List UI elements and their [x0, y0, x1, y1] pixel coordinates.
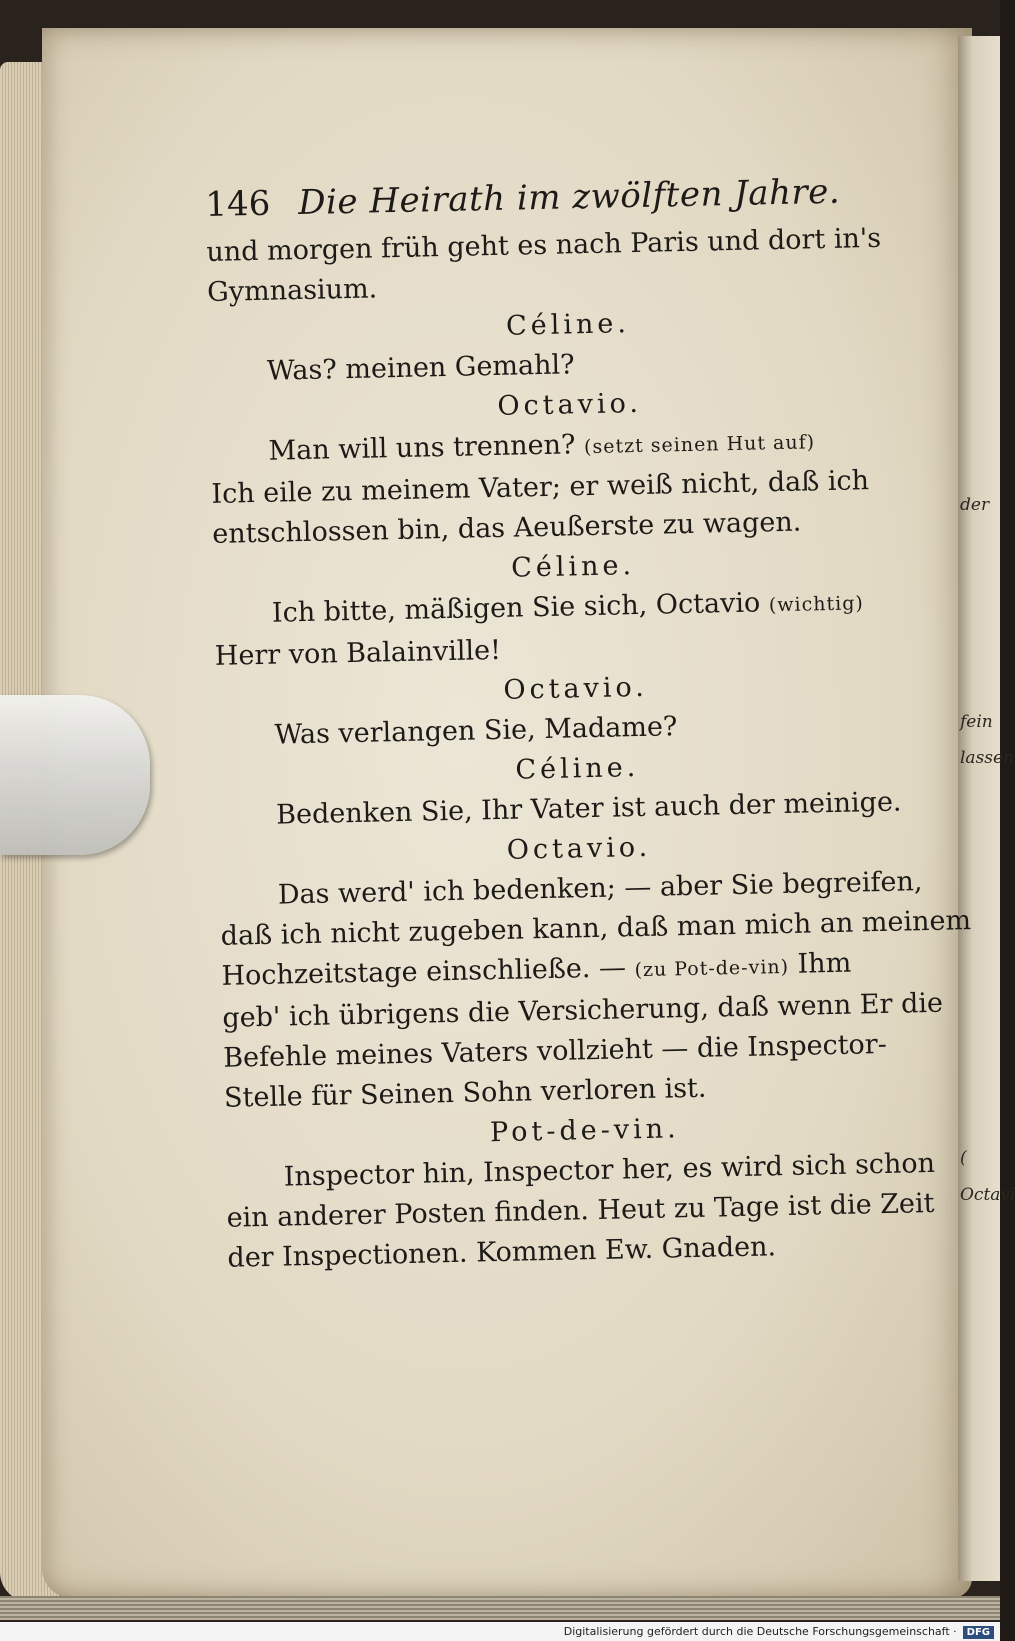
line-text: Herr von Balainville! — [214, 634, 502, 672]
digitization-footer — [0, 1622, 1000, 1641]
line-text: Hochzeitstage einschließe. — — [221, 952, 627, 992]
line-text: ein anderer Posten finden. Heut zu Tage ist die Zeit — [226, 1187, 935, 1234]
speaker-name: Pot-de-vin. — [489, 1113, 680, 1149]
text-lines — [206, 219, 972, 1279]
speaker-name: Octavio. — [503, 671, 649, 706]
line-text: Ich bitte, mäßigen Sie sich, Octavio — [271, 587, 761, 629]
line-text: Inspector hin, Inspector her, es wird sich schon — [283, 1147, 936, 1193]
margin-fragment: der — [960, 495, 990, 515]
margin-fragment: fein — [960, 712, 993, 732]
speaker-name: Céline. — [515, 752, 640, 786]
line-text-after: Ihm — [797, 947, 852, 980]
line-text: Man will uns trennen? — [268, 429, 576, 467]
page-clip — [0, 695, 150, 855]
page-text — [205, 171, 972, 1279]
line-text: Gymnasium. — [206, 273, 378, 308]
line-text: daß ich nicht zugeben kann, daß man mich an meinem — [220, 905, 972, 952]
line-text: Befehle meines Vaters vollzieht — die Inspector- — [222, 1028, 888, 1074]
line-text: Was? meinen Gemahl? — [266, 349, 575, 387]
line-text: Was verlangen Sie, Madame? — [274, 711, 678, 751]
speaker-name: Céline. — [505, 308, 631, 342]
running-title: Die Heirath im zwölften Jahre. — [297, 171, 841, 224]
margin-fragment: ( — [960, 1148, 967, 1168]
stage-direction: (zu Pot-de-vin) — [634, 955, 790, 982]
line-text: der Inspectionen. Kommen Ew. Gnaden. — [227, 1231, 777, 1274]
line-text: geb' ich übrigens die Versicherung, daß wenn Er die — [222, 987, 944, 1034]
speaker-name: Céline. — [510, 550, 636, 584]
book-bottom-edge — [0, 1596, 1000, 1620]
margin-fragment: lassen — [960, 748, 1015, 768]
dfg-logo: DFG — [963, 1626, 994, 1639]
stage-direction: (wichtig) — [768, 592, 864, 617]
line-text: Bedenken Sie, Ihr Vater ist auch der meinige. — [275, 786, 902, 831]
footer-credit: Digitalisierung gefördert durch die Deutsche Forschungsgemeinschaft · — [563, 1625, 957, 1638]
line-text: und morgen früh geht es nach Paris und dort in's — [206, 222, 882, 268]
line-text: Ich eile zu meinem Vater; er weiß nicht, daß ich — [211, 465, 870, 510]
line-text: Stelle für Seinen Sohn verloren ist. — [223, 1072, 707, 1114]
stage-direction: (setzt seinen Hut auf) — [583, 431, 816, 459]
speaker-name: Octavio. — [497, 387, 643, 422]
facing-page-margin — [958, 0, 1015, 1641]
page-number: 146 — [205, 183, 271, 225]
margin-fragment: Octavi — [960, 1185, 1015, 1205]
line-text: entschlossen bin, das Aeußerste zu wagen. — [211, 506, 802, 550]
speaker-name: Octavio. — [506, 831, 652, 866]
line-text: Das werd' ich bedenken; — aber Sie begreifen, — [277, 866, 923, 911]
